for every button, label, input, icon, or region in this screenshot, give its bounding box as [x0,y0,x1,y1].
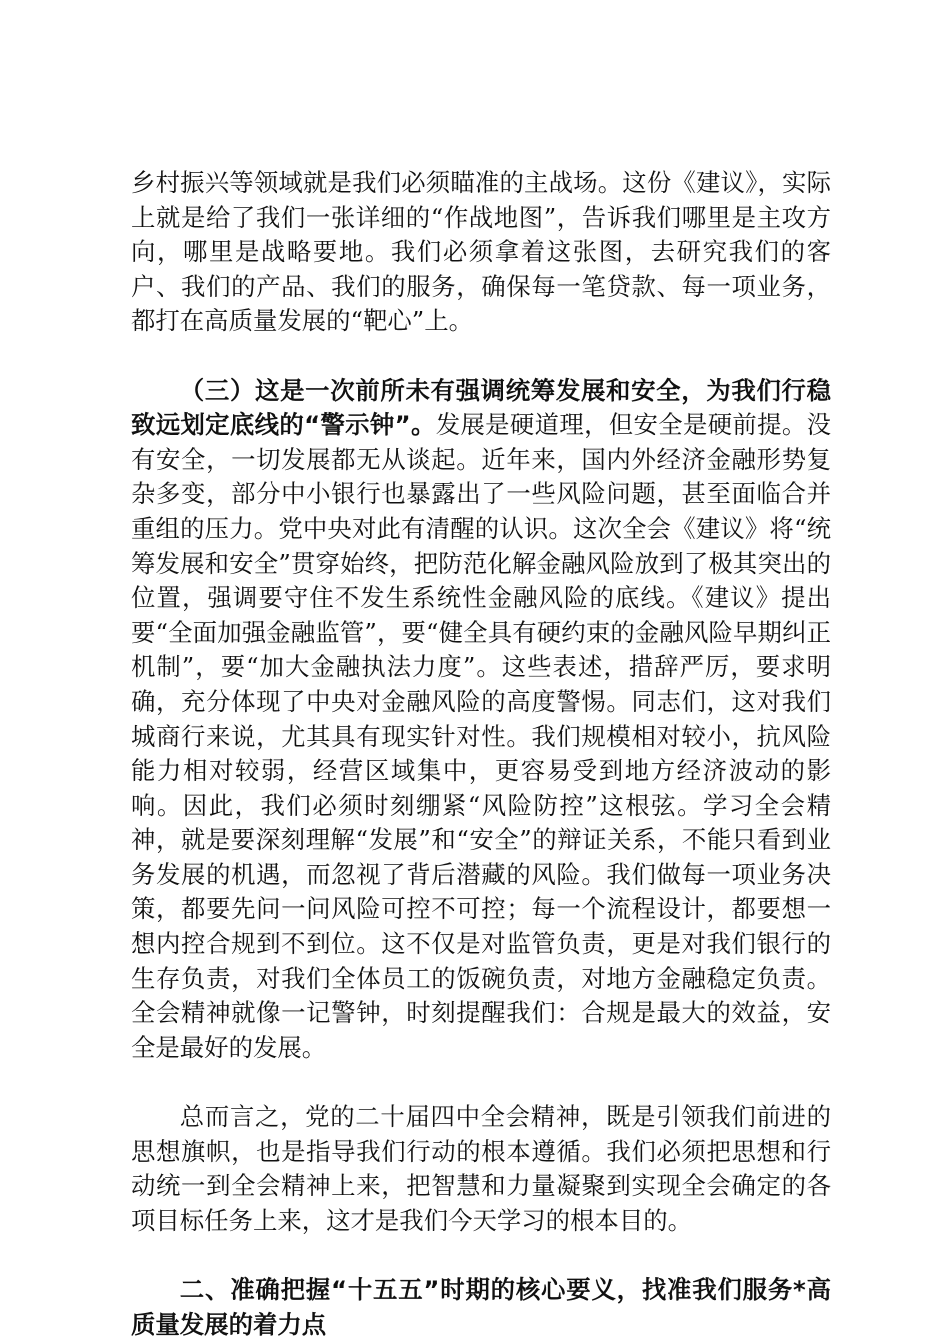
document-page [131,166,831,1342]
paragraph-1: 乡村振兴等领域就是我们必须瞄准的主战场。这份《建议》，实际上就是给了我们一张详细的“作战地图”，告诉我们哪里是主攻方向，哪里是战略要地。我们必须拿着这张图，去研究我们的客户、我们的产品、我们的服务，确保每一笔贷款、每一项业务，都打在高质量发展的“靶心”上。 [131,168,831,336]
paragraph-gap [131,1065,831,1100]
paragraph-3: 总而言之，党的二十届四中全会精神，既是引领我们前进的思想旗帜，也是指导我们行动的根本遵循。我们必须把思想和行动统一到全会精神上来，把智慧和力量凝聚到实现全会确定的各项目标任务上来，这才是我们今天学习的根本目的。 [131,1102,831,1235]
paragraph-gap [131,339,831,374]
paragraph-gap [131,1238,831,1273]
paragraph-2-body: 发展是硬道理，但安全是硬前提。没有安全，一切发展都无从谈起。近年来，国内外经济金融形势复杂多变，部分中小银行也暴露出了一些风险问题，甚至面临合并重组的压力。党中央对此有清醒的认识。这次全会《建议》将“统筹发展和安全”贯穿始终，把防范化解金融风险放到了极其突出的位置，强调要守住不发生系统性金融风险的底线。《建议》提出要“全面加强金融监管”，要“健全具有硬约束的金融风险早期纠正机制”，要“加大金融执法力度”。这些表述，措辞严厉，要求明确，充分体现了中央对金融风险的高度警惕。同志们，这对我们城商行来说，尤其具有现实针对性。我们规模相对较小，抗风险能力相对较弱，经营区域集中，更容易受到地方经济波动的影响。因此，我们必须时刻绷紧“风险防控”这根弦。学习全会精神，就是要深刻理解“发展”和“安全”的辩证关系，不能只看到业务发展的机遇，而忽视了背后潜藏的风险。我们做每一项业务决策，都要先问一问风险可控不可控；每一个流程设计，都要想一想内控合规到不到位。这不仅是对监管负责，更是对我们银行的生存负责，对我们全体员工的饭碗负责，对地方金融稳定负责。全会精神就像一记警钟，时刻提醒我们：合规是最大的效益，安全是最好的发展。 [131,410,831,1062]
paragraph-2 [131,374,831,1066]
section-3-lead: （三）这是一次前所未有强调统筹发展和安全，为我们行稳致远划定底线的“警示钟”。 [131,375,831,440]
section-heading-2: 二、准确把握“十五五”时期的核心要义，找准我们服务*高质量发展的着力点 [131,1275,831,1339]
